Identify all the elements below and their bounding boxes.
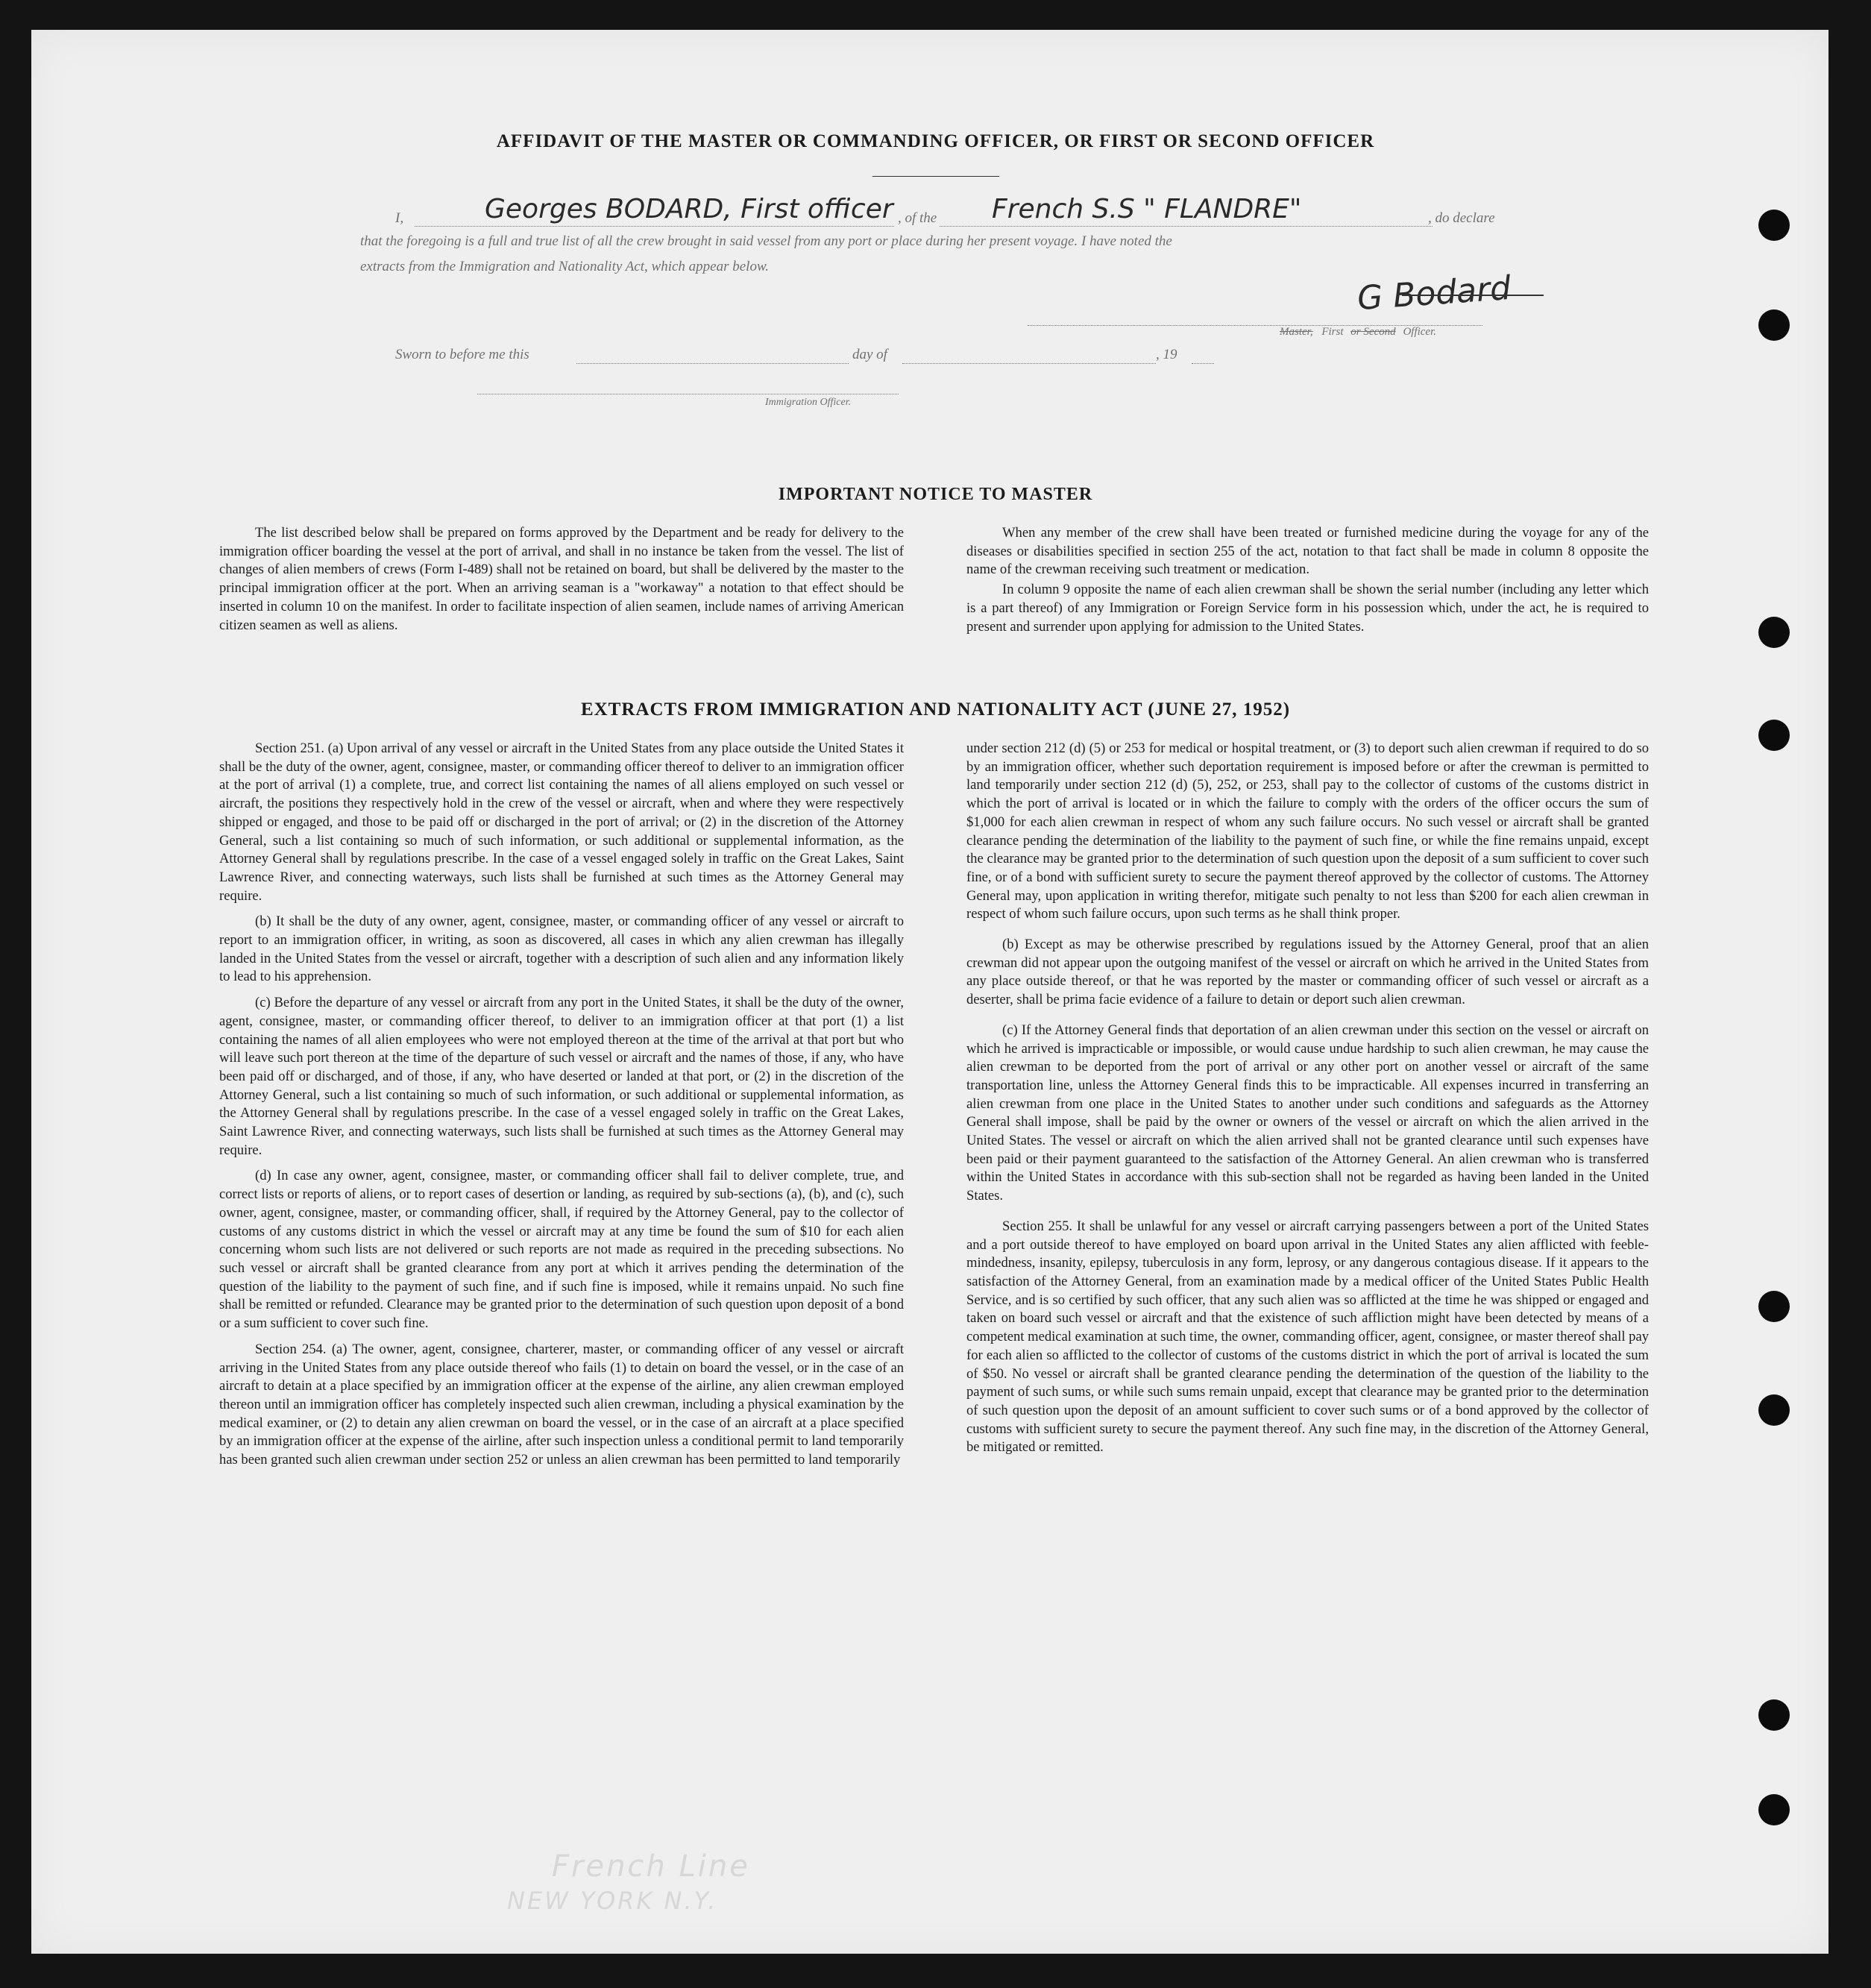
vessel-name: French S.S " FLANDRE" xyxy=(992,194,1302,224)
extracts-right-column xyxy=(966,740,1649,1465)
section-254-a-continued: under section 212 (d) (5) or 253 for medical or hospital treatment, or (3) to deport such alien crewman if required to do so by an immigration officer, whether such deportation requirement is imposed before or after the crewman is permitted to land temporarily under section 212 (d) (5), 252, or 253, shall pay to the collector of customs of the customs district in which the port of arrival is located or in which the failure to comply with the orders of the officer occurs the sum of $1,000 for each alien crewman in respect of whom any such failure occurs. No such vessel or aircraft shall be granted clearance pending the determination of the liability to the payment of such fine, or while the fine remains unpaid, except the clearance may be granted prior to the determination of such question upon the deposit of a sum sufficient to cover such fine, or of a bond with sufficient surety to secure the payment thereof approved by the collector of customs. The Attorney General may, upon application in writing therefor, mitigate such penalty to not less than $200 for each alien crewman in respect of whom such failure occurs, upon such terms as he shall think proper. xyxy=(966,740,1649,922)
section-255: Section 255. It shall be unlawful for any vessel or aircraft carrying passengers between a port of the United States and a port outside thereof to have employed on board upon arrival in the United States any alien afflicted with feeble-mindedness, insanity, epilepsy, tuberculosis in any form, leprosy, or any dangerous contagious disease. If it appears to the satisfaction of the Attorney General, from an examination made by a medical officer of the United States Public Health Service, and is so certified by such officer, that any such alien was so afflicted at the time he was shipped or engaged and taken on board such vessel or aircraft and that the existence of such affliction might have been detected by means of a competent medical examination at such time, the owner, commanding officer, agent, consignee, or master thereof shall pay for each alien so afflicted to the collector of customs of the customs district in which the port of arrival is located the sum of $50. No vessel or aircraft shall be granted clearance pending the determination of the question of the liability to the payment of such sums, or while such sums remain unpaid, except that clearance may be granted prior to the determination of such question upon the deposit of an amount sufficient to cover such sums or of a bond approved by the collector of customs with sufficient surety to secure the payment thereof. Any such fine may, in the discretion of the Attorney General, be mitigated or remitted. xyxy=(966,1218,1649,1456)
declarant-name: Georges BODARD, First officer xyxy=(485,194,893,224)
section-254-c: (c) If the Attorney General finds that deportation of an alien crewman under this section on the vessel or aircraft on which he arrived is impracticable or impossible, or would cause undue hardship to such alien crewman, he may cause the alien crewman to be deported from the port of arrival or any other port on another vessel or aircraft of the same transportation line, unless the Attorney General finds this to be impracticable. All expenses incurred in transferring an alien crewman from one place in the United States to another under such conditions and safeguards as the Attorney General shall impose, shall be paid by the owner or owners of the vessel or aircraft on which the alien arrived in the United States. The vessel or aircraft on which the alien arrived shall not be granted clearance until such expenses have been paid or their payment guaranteed to the satisfaction of the Attorney General. An alien crewman who is transferred within the United States in accordance with this sub-section shall not be regarded as having been landed in the United States. xyxy=(966,1022,1649,1204)
punch-hole xyxy=(1758,617,1790,648)
day-of-label: day of xyxy=(852,347,887,362)
of-the-label: , of the xyxy=(895,210,940,227)
notice-right-paragraph-1: When any member of the crew shall have been treated or furnished medicine during the voyage for any of the diseases or disabilities specified in section 255 of the act, notation to that fact shall be made in column 8 opposite the name of the crewman receiving such treatment or medication. xyxy=(966,525,1649,578)
do-declare-label: , do declare xyxy=(1428,210,1495,226)
immigration-officer-label: Immigration Officer. xyxy=(765,397,852,408)
officer-title xyxy=(1280,326,1436,339)
master-struck: Master, xyxy=(1280,326,1313,338)
punch-hole xyxy=(1758,210,1790,241)
notice-left-paragraph: The list described below shall be prepared on forms approved by the Department and be ready for delivery to the immigration officer boarding the vessel at the port of arrival, and shall in no instance be taken from the vessel. The list of changes of alien members of crews (Form I-489) shall not be retained on board, but shall be delivered by the master to the principal immigration officer at the port. When an arriving seaman is a "workaway" a notation to that effect should be inserted in column 10 on the manifest. In order to facilitate inspection of alien seamen, include names of arriving American citizen seamen as well as aliens. xyxy=(219,525,904,633)
sworn-label: Sworn to before me this xyxy=(395,347,529,362)
year-line xyxy=(1192,363,1214,364)
punch-hole xyxy=(1758,309,1790,341)
section-254-b: (b) Except as may be otherwise prescribed by regulations issued by the Attorney General, proof that an alien crewman did not appear upon the outgoing manifest of the vessel or aircraft on which he arrived in the United States from any place outside thereof, or that he was reported by the master or commanding officer of such vessel or aircraft as a deserter, shall be prima facie evidence of a failure to detain or deport such alien crewman. xyxy=(966,937,1649,1008)
notice-right-paragraph-2: In column 9 opposite the name of each alien crewman shall be shown the serial number (including any letter which is a part thereof) of any Immigration or Foreign Service form in his possession which, under the act, he is required to present and surrender upon applying for admission to the United States. xyxy=(966,582,1649,635)
signature-underline-stroke xyxy=(1402,295,1544,296)
punch-hole xyxy=(1758,1291,1790,1322)
section-254-a: Section 254. (a) The owner, agent, consignee, charterer, master, or commanding officer of any vessel or aircraft arriving in the United States from any place outside thereof who fails (1) to detain on board the vessel, or in the case of an aircraft to detain at a place specified by an immigration officer at the expense of the airline, any alien crewman employed thereon until an immigration officer has completely inspected such alien crewman, including a physical examination by the medical examiner, or (2) to detain any alien crewman on board the vessel, or in the case of an aircraft at a place specified by an immigration officer at the expense of the airline, after such inspection unless a conditional permit to land temporarily has been granted such alien crewman under section 252 or unless an alien crewman has been permitted to land temporarily xyxy=(219,1341,904,1468)
punch-hole xyxy=(1758,720,1790,751)
section-251-d: (d) In case any owner, agent, consignee, master, or commanding officer shall fail to deliver complete, true, and correct lists or reports of aliens, or to report cases of desertion or landing, as required by sub-sections (a), (b), and (c), such owner, agent, consignee, master, or commanding officer, shall, if required by the Attorney General, pay to the collector of customs of any customs district in which the vessel or aircraft may at any time be found the sum of $10 for each alien concerning whom such lists are not delivered or such reports are not made as required in the preceding subsections. No such vessel or aircraft shall be granted clearance from any port at which it arrives pending the determination of the question of the liability to the payment of such fine, and if such fine is imposed, while it remains unpaid. No such fine shall be remitted or refunded. Clearance may be granted prior to the determination of such question upon deposit of a bond or a sum sufficient to cover such fine. xyxy=(219,1168,904,1332)
affidavit-line-2: that the foregoing is a full and true list of all the crew brought in said vessel from any port or place during her present voyage. I have noted the xyxy=(360,233,1172,249)
shipping-line-stamp-line-2: NEW YORK N.Y. xyxy=(507,1887,718,1915)
month-line xyxy=(902,363,1156,364)
notice-right-column xyxy=(966,524,1649,644)
year-label: , 19 xyxy=(1156,347,1177,362)
punch-hole xyxy=(1758,1394,1790,1426)
affidavit-line-3: extracts from the Immigration and Nationality Act, which appear below. xyxy=(360,259,769,274)
title-underline xyxy=(872,176,999,177)
officer-label: Officer. xyxy=(1403,326,1437,338)
notice-title: IMPORTANT NOTICE TO MASTER xyxy=(778,485,1093,504)
extracts-left-column xyxy=(219,740,904,1477)
punch-hole xyxy=(1758,1699,1790,1731)
sworn-date-line xyxy=(576,363,849,364)
first-label: First xyxy=(1321,326,1344,338)
section-251-a: Section 251. (a) Upon arrival of any vessel or aircraft in the United States from any place outside the United States it shall be the duty of the owner, agent, consignee, master, or commanding officer thereof to deliver to an immigration officer at the port of arrival (1) a complete, true, and correct list containing the names of all aliens employed on such vessel or aircraft, the positions they respectively hold in the crew of the vessel or aircraft, when and where they were respectively shipped or engaged, and those to be paid off or discharged in the port of arrival; or (2) in the discretion of the Attorney General, such a list containing so much of such information, or such additional or supplemental information, as the Attorney General shall by regulations prescribe. In the case of a vessel engaged solely in traffic on the Great Lakes, Saint Lawrence River, and connecting waterways, such lists shall be furnished at such times as the Attorney General may require. xyxy=(219,740,904,904)
shipping-line-stamp-line-1: French Line xyxy=(552,1849,750,1884)
section-251-b: (b) It shall be the duty of any owner, agent, consignee, master, or commanding officer of any vessel or aircraft to report to an immigration officer, in writing, as soon as discovered, all cases in which any alien crewman has illegally landed in the United States from the vessel or aircraft, together with a description of such alien and any information likely to lead to his apprehension. xyxy=(219,913,904,985)
officer-signature: G Bodard xyxy=(1356,268,1512,318)
punch-hole xyxy=(1758,1794,1790,1825)
section-251-c: (c) Before the departure of any vessel or aircraft from any port in the United States, it shall be the duty of the owner, agent, consignee, master, or commanding officer thereof, to deliver to an immigration officer at that port (1) a list containing the names of all alien employees who were not employed thereon at the time of the arrival at that port but who will leave such port thereon at the time of the departure of such vessel or aircraft and the names of those, if any, who have been paid off or discharged, and of those, if any, who have deserted or landed at that port, or (2) in the discretion of the Attorney General, such a list containing so much of such information, or such additional or supplemental information, as the Attorney General shall by regulations prescribe. In the case of a vessel engaged solely in traffic on the Great Lakes, Saint Lawrence River, and connecting waterways, such lists shall be furnished at such times as the Attorney General may require. xyxy=(219,995,904,1158)
notice-left-column xyxy=(219,524,904,642)
i-label: I, xyxy=(395,210,404,226)
or-second-struck: or Second xyxy=(1350,326,1396,338)
extracts-title: EXTRACTS FROM IMMIGRATION AND NATIONALITY ACT (JUNE 27, 1952) xyxy=(580,699,1291,720)
affidavit-title: AFFIDAVIT OF THE MASTER OR COMMANDING OFFICER, OR FIRST OR SECOND OFFICER xyxy=(496,131,1375,151)
